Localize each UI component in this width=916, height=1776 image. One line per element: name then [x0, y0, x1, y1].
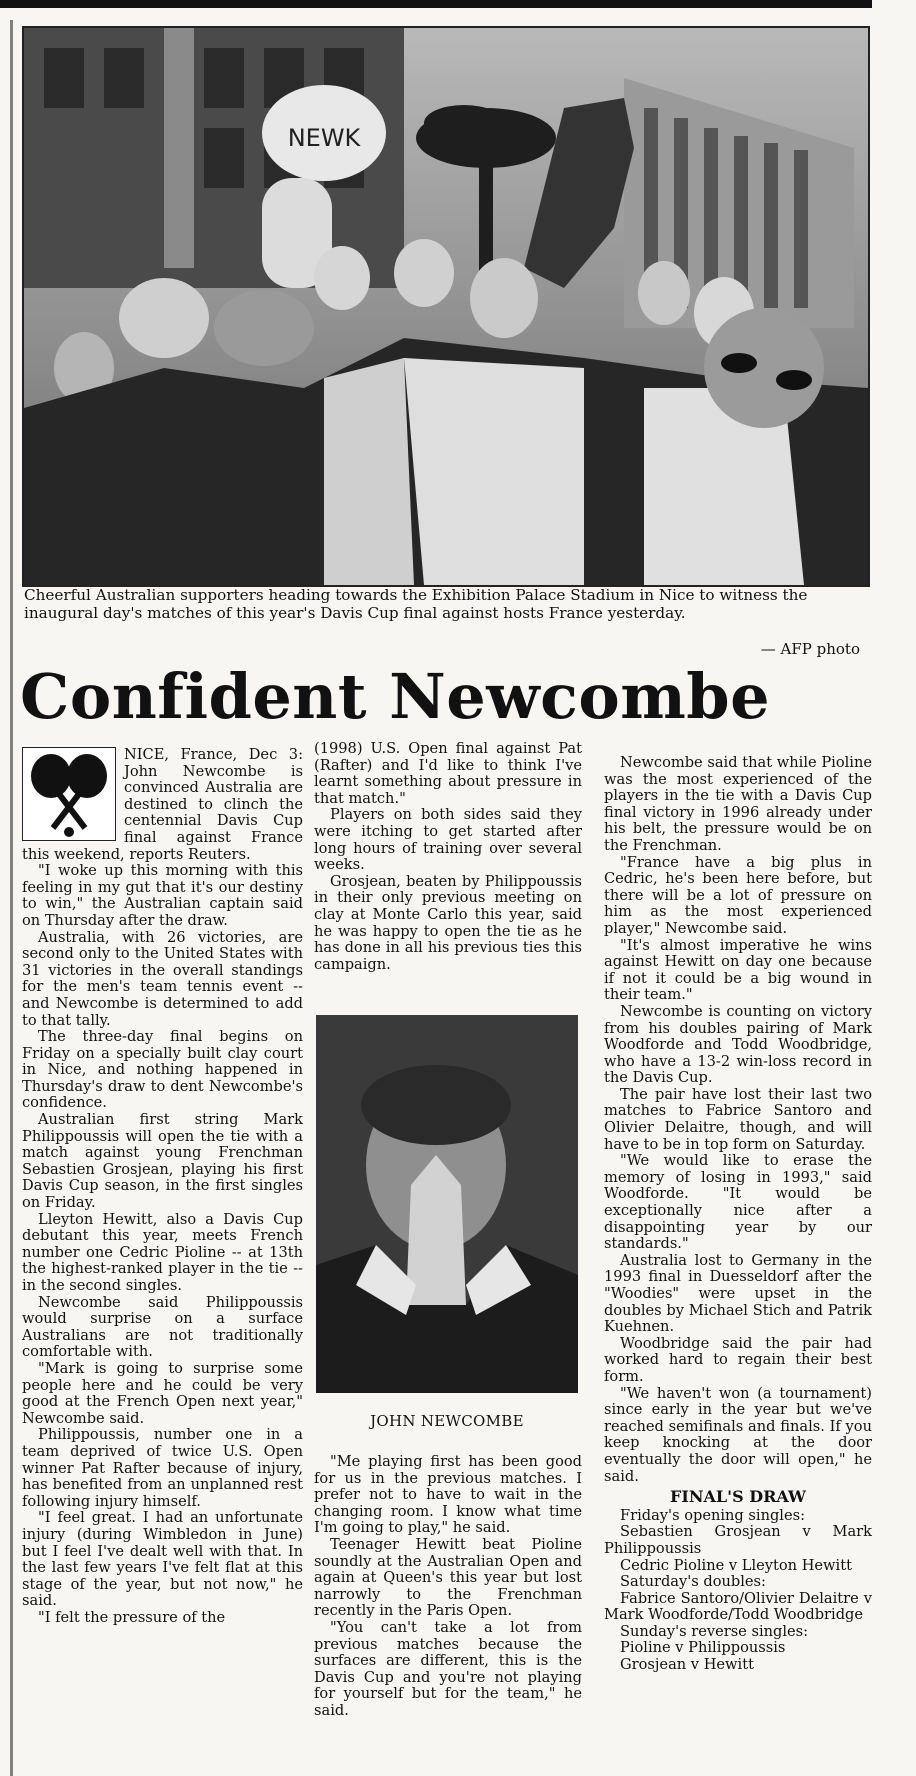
newcombe-portrait [316, 1015, 578, 1393]
balloon-text: NEWK [287, 124, 361, 152]
article-paragraph: The pair have lost their last two matches to Fabrice Santoro and Olivier Delaitre, though, and will have to be in top form on Saturday. [604, 1085, 872, 1153]
top-rule [0, 0, 872, 8]
article-paragraph: "I feel great. I had an unfortunate injury (during Wimbledon in June) but I feel I've dealt well with that. In the last few years I've felt flat at this stage of the year, but not now," he said. [22, 1509, 303, 1610]
article-paragraph: "We haven't won (a tournament) since early in the year but we've reached semifinals and finals. If you keep knocking at the door eventually the door will open," he said. [604, 1384, 872, 1485]
article-paragraph: "I woke up this morning with this feeling in my gut that it's our destiny to win," the Australian captain said on Thursday after the draw. [22, 862, 303, 929]
photo-caption: Cheerful Australian supporters heading towards the Exhibition Palace Stadium in Nice to witness the inaugural day's matches of this year's Davis Cup final against hosts France yesterday. [24, 586, 808, 622]
article-paragraph: The three-day final begins on Friday on a specially built clay court in Nice, and nothing happened in Thursday's draw to dent Newcombe's confidence. [22, 1028, 303, 1112]
article-column-3 [604, 755, 872, 1674]
article-paragraph: "It's almost imperative he wins against Hewitt on day one because if not it could be a big wound in their team." [604, 936, 872, 1004]
article-paragraph: "Me playing first has been good for us in the previous matches. I prefer not to have to wait in the changing room. I know what time I'm going to play," he said. [314, 1453, 582, 1537]
draw-line: Friday's opening singles: [620, 1506, 806, 1524]
article-column-2 [314, 741, 582, 973]
article-paragraph: Newcombe said Philippoussis would surprise on a surface Australians are not traditionally comfortable with. [22, 1293, 303, 1361]
draw-line: Sebastien Grosjean v Mark Philippoussis [604, 1523, 872, 1557]
article-paragraph: Philippoussis, number one in a team deprived of twice U.S. Open winner Pat Rafter because of injury, has benefited from an unplanned rest following injury himself. [22, 1426, 303, 1510]
article-paragraph: Australia lost to Germany in the 1993 final in Duesseldorf after the "Woodies" were upset in the doubles by Michael Stich and Patrik Kuehnen. [604, 1251, 872, 1336]
draw-line: Grosjean v Hewitt [620, 1656, 754, 1674]
photo-credit: — AFP photo [760, 640, 860, 658]
article-paragraph: "You can't take a lot from previous matches because the surfaces are different, this is the Davis Cup and you're not playing for yourself but for the team," he said. [314, 1618, 582, 1719]
article-column-2-continued [314, 1454, 582, 1720]
cut-off-next-headline [0, 1756, 916, 1776]
article-paragraph: Teenager Hewitt beat Pioline soundly at the Australian Open and again at Queen's this year but lost narrowly to the Frenchman recently in the Paris Open. [314, 1535, 582, 1620]
article-paragraph: Newcombe said that while Pioline was the most experienced of the players in the tie with a Davis Cup final victory in 1996 already under his belt, the pressure would be on the Frenchman. [604, 754, 872, 854]
article-paragraph: Grosjean, beaten by Philippoussis in their only previous meeting on clay at Monte Carlo this year, said he was happy to open the tie as he has done in all his previous ties this campaign. [314, 872, 582, 973]
article-paragraph: Australian first string Mark Philippoussis will open the tie with a match against young Frenchman Sebastien Grosjean, playing his first Davis Cup season, in the first singles on Friday. [22, 1111, 303, 1212]
article-paragraph: "Mark is going to surprise some people here and he could be very good at the French Open next year," Newcombe said. [22, 1359, 303, 1427]
draw-line: Saturday's doubles: [620, 1573, 766, 1591]
headline: Confident Newcombe [20, 660, 771, 733]
article-paragraph: "We would like to erase the memory of losing in 1993," said Woodforde. "It would be exceptionally nice after a disappointing year by our standards." [604, 1152, 872, 1253]
article-paragraph: Lleyton Hewitt, also a Davis Cup debutant this year, meets French number one Cedric Pioline -- at 13th the highest-ranked player in the tie -- in the second singles. [22, 1210, 303, 1294]
finals-draw-heading: FINAL'S DRAW [670, 1487, 806, 1507]
article-paragraph: Newcombe is counting on victory from his doubles pairing of Mark Woodforde and Todd Woodbridge, who have a 13-2 win-loss record in the Davis Cup. [604, 1002, 872, 1087]
tennis-rackets-icon [22, 747, 116, 841]
article-paragraph: "France have a big plus in Cedric, he's been here before, but there will be a lot of pressure on him as the most experienced player," Newcombe said. [604, 853, 872, 937]
portrait-caption: JOHN NEWCOMBE [370, 1412, 524, 1430]
draw-line: Sunday's reverse singles: [620, 1622, 809, 1640]
draw-line: Pioline v Philippoussis [620, 1639, 786, 1657]
article-paragraph: Players on both sides said they were itching to get started after long hours of training over several weeks. [314, 806, 582, 874]
article-column-1 [22, 747, 303, 1626]
supporters-photo [22, 26, 870, 587]
draw-line: Fabrice Santoro/Olivier Delaitre v Mark Woodforde/Todd Woodbridge [604, 1589, 872, 1624]
page-edge-rule [10, 20, 13, 1776]
dateline-paragraph: NICE, France, Dec 3: John Newcombe is convinced Australia are destined to clinch the centennial Davis Cup final against France this weekend, reports Reuters. [22, 746, 303, 863]
supporters-photo-illustration [24, 28, 868, 585]
article-paragraph: Woodbridge said the pair had worked hard to regain their best form. [604, 1334, 872, 1385]
article-paragraph: "I felt the pressure of the [38, 1608, 226, 1626]
article-paragraph: Australia, with 26 victories, are second only to the United States with 31 victories in the overall standings for the men's team tennis event -- and Newcombe is determined to add to that tally. [22, 928, 303, 1029]
article-paragraph: (1998) U.S. Open final against Pat (Rafter) and I'd like to think I've learnt something about pressure in that match." [314, 740, 582, 807]
draw-line: Cedric Pioline v Lleyton Hewitt [620, 1556, 852, 1574]
